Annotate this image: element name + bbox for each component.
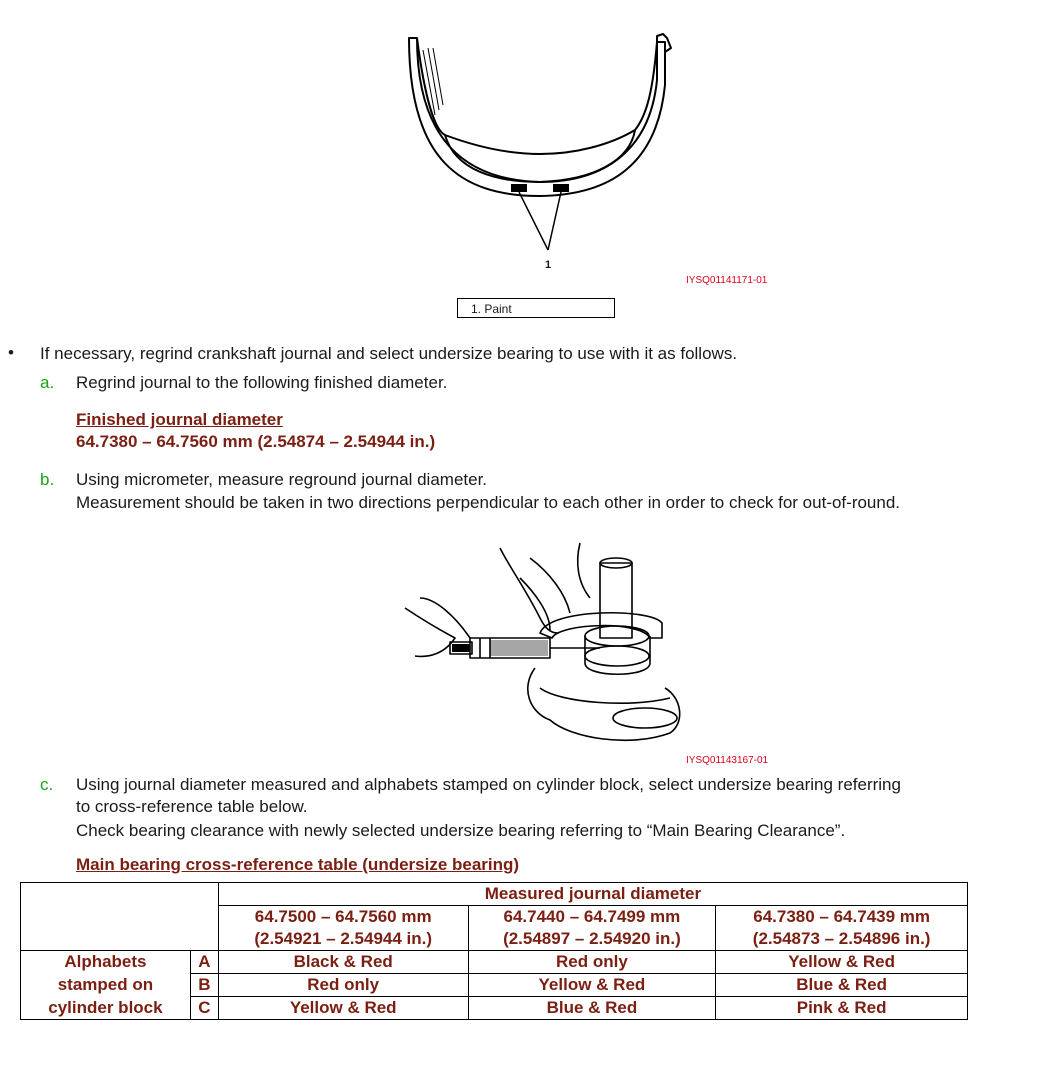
figure-id: IYSQ01141171-01 (686, 275, 768, 286)
table-cell: Yellow & Red (716, 951, 968, 974)
step-c-text-3: Check bearing clearance with newly selected undersize bearing referring to “Main Bearing Clearance”. (76, 821, 846, 840)
column-header-mm: 64.7380 – 64.7439 mm (753, 907, 931, 926)
intro-text: If necessary, regrind crankshaft journal and select undersize bearing to use with it as follows. (40, 344, 738, 363)
row-label-line: stamped on (21, 974, 191, 997)
column-header-mm: 64.7440 – 64.7499 mm (503, 907, 681, 926)
column-header-in: (2.54921 – 2.54944 in.) (254, 929, 433, 948)
micrometer-measurement-illustration (400, 538, 690, 756)
table-cell: Blue & Red (468, 997, 716, 1020)
table-title: Main bearing cross-reference table (undersize bearing) (76, 855, 520, 874)
row-letter: A (190, 951, 218, 974)
step-letter-c: c. (40, 775, 54, 794)
column-header (218, 906, 468, 951)
table-row (21, 951, 968, 974)
table-cell: Yellow & Red (218, 997, 468, 1020)
bearing-shell-illustration (395, 30, 685, 280)
table-cell: Blue & Red (716, 974, 968, 997)
step-c-text-1: Using journal diameter measured and alphabets stamped on cylinder block, select undersize bearing referring (76, 775, 901, 794)
header-group: Measured journal diameter (218, 883, 967, 906)
column-header (716, 906, 968, 951)
column-header-mm: 64.7500 – 64.7560 mm (254, 907, 432, 926)
step-letter-b: b. (40, 470, 55, 489)
header-empty-cell (21, 883, 219, 951)
step-b-text-2: Measurement should be taken in two directions perpendicular to each other in order to check for out-of-round. (76, 493, 901, 512)
figure-legend: 1. Paint (457, 298, 615, 318)
table-cell: Pink & Red (716, 997, 968, 1020)
table-cell: Black & Red (218, 951, 468, 974)
table-header-row (21, 883, 968, 906)
figure-id: IYSQ01143167-01 (686, 755, 769, 766)
row-letter: B (190, 974, 218, 997)
bullet: • (8, 343, 14, 362)
table-row (21, 974, 968, 997)
table-cell: Yellow & Red (468, 974, 716, 997)
row-label-line: Alphabets (21, 951, 191, 974)
table-cell: Red only (218, 974, 468, 997)
row-letter: C (190, 997, 218, 1020)
step-c-text-2: to cross-reference table below. (76, 797, 308, 816)
step-letter-a: a. (40, 373, 55, 392)
step-a-text: Regrind journal to the following finished diameter. (76, 373, 448, 392)
table-row (21, 997, 968, 1020)
callout-number: 1 (545, 259, 552, 271)
spec-title: Finished journal diameter (76, 410, 283, 429)
column-header (468, 906, 716, 951)
row-label-line: cylinder block (21, 997, 191, 1020)
spec-value: 64.7380 – 64.7560 mm (2.54874 – 2.54944 in.) (76, 432, 436, 451)
cross-reference-table (20, 882, 968, 1020)
step-b-text-1: Using micrometer, measure reground journal diameter. (76, 470, 488, 489)
column-header-in: (2.54873 – 2.54896 in.) (752, 929, 931, 948)
column-header-in: (2.54897 – 2.54920 in.) (503, 929, 681, 948)
table-cell: Red only (468, 951, 716, 974)
